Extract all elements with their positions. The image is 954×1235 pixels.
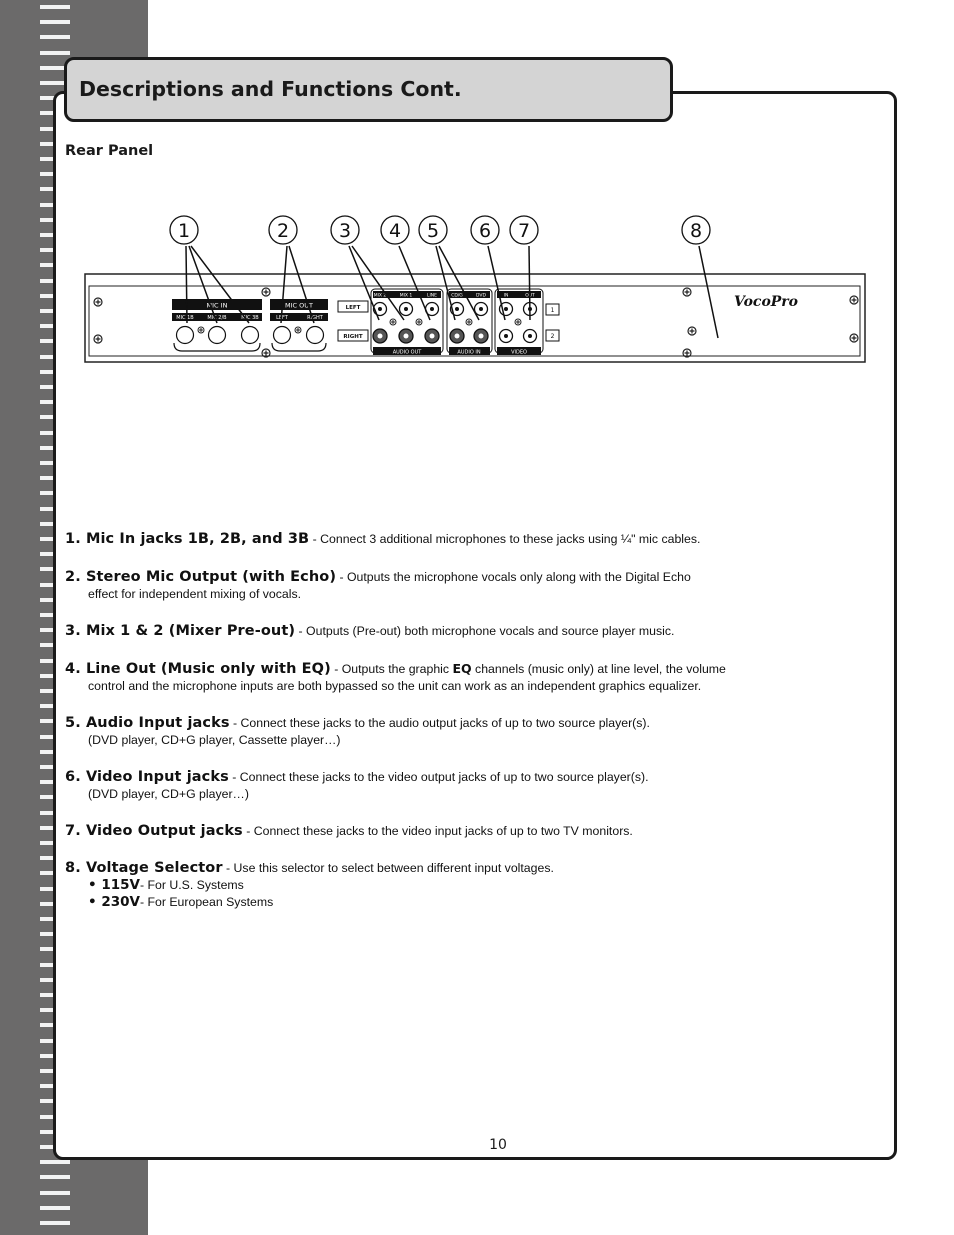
page-number: 10 xyxy=(489,1137,507,1153)
line-label: LINE xyxy=(426,293,438,299)
brand-logo: VocoPro xyxy=(734,294,799,310)
mic-in-label: MIC IN xyxy=(206,301,228,310)
list-item xyxy=(65,823,633,840)
callout-8 xyxy=(682,216,710,244)
section-heading: Rear Panel xyxy=(65,143,154,159)
callout-4 xyxy=(381,216,409,244)
item-term: 6. Video Input jacks xyxy=(65,769,229,785)
item-term: 5. Audio Input jacks xyxy=(65,715,230,731)
list-item xyxy=(65,660,726,695)
svg-text:4: 4 xyxy=(388,220,402,242)
list-item xyxy=(65,569,691,603)
item-term: 2. Stereo Mic Output (with Echo) xyxy=(65,569,337,585)
rear-panel-diagram xyxy=(84,210,869,370)
svg-text:2: 2 xyxy=(276,220,290,242)
audio-out-label: AUDIO OUT xyxy=(392,349,422,356)
item-text: - Connect these jacks to the video output jacks of up to two source player(s). xyxy=(228,770,649,784)
voltage-option-115: • 115V- For U.S. Systems xyxy=(88,877,244,893)
item-term: 7. Video Output jacks xyxy=(65,823,243,839)
list-item xyxy=(65,769,649,803)
title-tab xyxy=(64,57,673,122)
item-term: 4. Line Out (Music only with EQ) xyxy=(65,661,331,677)
mix1-label: MIX 1 xyxy=(399,293,413,299)
callout-5 xyxy=(419,216,447,244)
callout-7 xyxy=(510,216,538,244)
callout-1 xyxy=(170,216,198,244)
audio-in-label: AUDIO IN xyxy=(457,349,481,356)
mic-1b-label: MIC 1B xyxy=(176,315,194,321)
mic-3b-jack xyxy=(242,327,259,344)
item-text: - Connect these jacks to the audio output jacks of up to two source player(s). xyxy=(229,716,650,730)
mic-2b-label: MIC 2/B xyxy=(207,315,227,321)
page-title: Descriptions and Functions Cont. xyxy=(79,77,462,101)
svg-text:5: 5 xyxy=(426,220,440,242)
item-continuation: effect for independent mixing of vocals. xyxy=(88,587,302,601)
voltage-option-230: • 230V- For European Systems xyxy=(88,894,274,910)
item-term: 1. Mic In jacks 1B, 2B, and 3B xyxy=(65,531,310,547)
mic-3b-label: MIC 3B xyxy=(241,315,259,321)
svg-text:3: 3 xyxy=(338,220,352,242)
mic-out-right-jack xyxy=(307,327,324,344)
list-item xyxy=(65,531,700,548)
sidebar-stripe xyxy=(40,20,70,24)
sidebar-stripe xyxy=(40,1206,70,1210)
mic-out-left-label: LEFT xyxy=(276,315,288,321)
mic-2b-jack xyxy=(209,327,226,344)
channel-1-label: 1 xyxy=(550,307,555,314)
video-in-label: IN xyxy=(503,293,509,299)
callout-2 xyxy=(269,216,297,244)
channel-2-label: 2 xyxy=(550,333,555,340)
mic-out-left-jack xyxy=(274,327,291,344)
sidebar-stripe xyxy=(40,1191,70,1195)
svg-text:1: 1 xyxy=(177,220,191,242)
list-item xyxy=(65,715,650,749)
dvd-label: DVD xyxy=(476,293,486,299)
mic-1b-jack xyxy=(177,327,194,344)
item-text: - Outputs the graphic xyxy=(330,662,453,676)
item-term: 3. Mix 1 & 2 (Mixer Pre-out) xyxy=(65,623,296,639)
row-right-label: RIGHT xyxy=(343,334,363,340)
item-text-2: channels (music only) at line level, the volume xyxy=(471,662,726,676)
item-text: - Outputs the microphone vocals only along with the Digital Echo xyxy=(336,570,691,584)
cd-label: CD/G xyxy=(451,293,463,299)
video-out-label: OUT xyxy=(525,293,535,299)
callout-6 xyxy=(471,216,499,244)
mic-out-right-label: RIGHT xyxy=(307,315,323,321)
callout-3 xyxy=(331,216,359,244)
sidebar-stripe xyxy=(40,1221,70,1225)
item-continuation: (DVD player, CD+G player, Cassette player…) xyxy=(88,733,341,747)
item-text: - Connect these jacks to the video input jacks of up to two TV monitors. xyxy=(242,824,633,838)
item-continuation: control and the microphone inputs are both bypassed so the unit can work as an independent graphics equalizer. xyxy=(88,679,702,693)
row-left-label: LEFT xyxy=(345,305,361,311)
item-emphasis: EQ xyxy=(452,661,472,676)
item-term: 8. Voltage Selector xyxy=(65,860,223,876)
item-text: - Outputs (Pre-out) both microphone vocals and source player music. xyxy=(295,624,675,638)
sidebar-stripe xyxy=(40,35,70,39)
mix2-label: MIX 2 xyxy=(373,293,387,299)
video-label: VIDEO xyxy=(511,349,527,356)
sidebar-stripe xyxy=(40,51,70,55)
mic-out-label: MIC OUT xyxy=(285,301,313,310)
list-item xyxy=(65,623,674,640)
item-text: - Use this selector to select between different input voltages. xyxy=(222,861,554,875)
item-text: - Connect 3 additional microphones to these jacks using ¼" mic cables. xyxy=(309,532,701,546)
svg-text:6: 6 xyxy=(478,220,492,242)
svg-text:7: 7 xyxy=(517,220,531,242)
svg-text:8: 8 xyxy=(689,220,703,242)
sidebar-stripe xyxy=(40,1175,70,1179)
sidebar-stripe xyxy=(40,1160,70,1164)
item-continuation: (DVD player, CD+G player…) xyxy=(88,787,249,801)
sidebar-stripe xyxy=(40,5,70,9)
list-item xyxy=(65,860,554,911)
